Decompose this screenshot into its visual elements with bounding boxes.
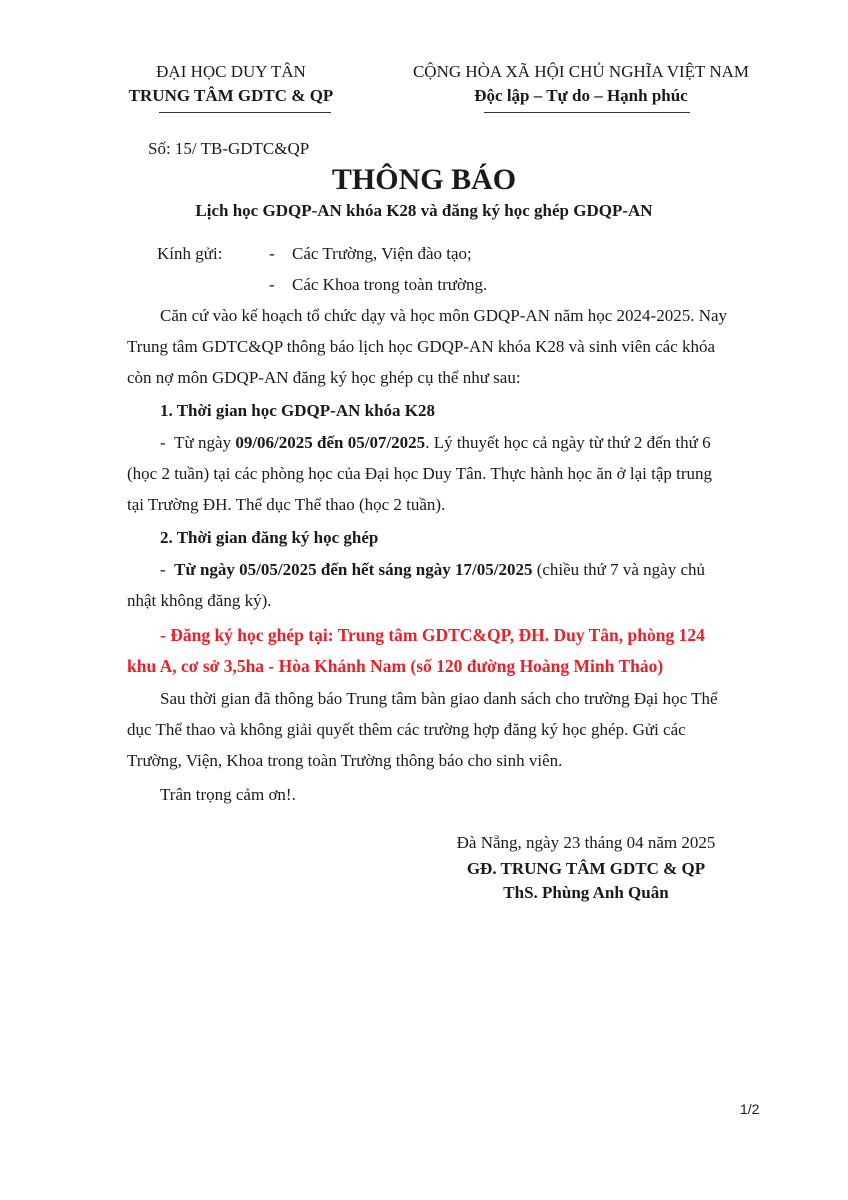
section1-line1-rest: . Lý thuyết học cả ngày từ thứ 2 đến thứ 6 — [425, 433, 711, 452]
org-underline — [159, 112, 331, 113]
intro-line: Căn cứ vào kế hoạch tổ chức dạy và học môn GDQP-AN năm học 2024-2025. Nay — [160, 306, 728, 325]
recipient-dash: - — [269, 275, 275, 294]
page-number: 1/2 — [740, 1101, 760, 1117]
bullet-dash: - — [160, 560, 166, 579]
section2-line1-rest: (chiều thứ 7 và ngày chủ — [532, 560, 706, 579]
place-date: Đà Nẵng, ngày 23 tháng 04 năm 2025 — [456, 833, 716, 852]
nation-title: CỘNG HÒA XÃ HỘI CHỦ NGHĨA VIỆT NAM — [412, 62, 750, 81]
section1-line: (học 2 tuần) tại các phòng học của Đại học Duy Tân. Thực hành học ăn ở lại tập trung — [127, 464, 712, 483]
document-title: THÔNG BÁO — [331, 163, 517, 196]
section1-heading: 1. Thời gian học GDQP-AN khóa K28 — [160, 401, 436, 420]
closing-line: dục Thể thao và không giải quyết thêm các trường hợp đăng ký học ghép. Gửi các — [127, 720, 686, 739]
section1-line — [160, 428, 711, 459]
closing-line: Trường, Viện, Khoa trong toàn Trường thông báo cho sinh viên. — [127, 751, 563, 770]
registration-dates: Từ ngày 05/05/2025 đến hết sáng ngày 17/05/2025 — [174, 560, 533, 579]
document-number: Số: 15/ TB-GDTC&QP — [148, 139, 310, 158]
nation-motto: Độc lập – Tự do – Hạnh phúc — [474, 86, 688, 105]
section2-line: nhật không đăng ký). — [127, 591, 272, 610]
section2-line — [160, 555, 705, 586]
date-prefix: Từ ngày — [174, 433, 236, 452]
section2-heading: 2. Thời gian đăng ký học ghép — [160, 528, 379, 547]
thanks-line: Trân trọng cảm ơn!. — [160, 785, 296, 804]
recipient-dash: - — [269, 244, 275, 263]
recipient-item: Các Khoa trong toàn trường. — [292, 275, 488, 294]
recipients-label: Kính gửi: — [157, 244, 223, 263]
org-name: ĐẠI HỌC DUY TÂN — [156, 62, 306, 81]
recipient-item: Các Trường, Viện đào tạo; — [292, 244, 472, 263]
bullet-dash: - — [160, 433, 166, 452]
study-dates: 09/06/2025 đến 05/07/2025 — [235, 433, 426, 452]
intro-line: còn nợ môn GDQP-AN đăng ký học ghép cụ thể như sau: — [127, 368, 521, 387]
motto-underline — [484, 112, 690, 113]
signer-position: GĐ. TRUNG TÂM GDTC & QP — [466, 859, 706, 878]
org-unit: TRUNG TÂM GDTC & QP — [128, 86, 334, 105]
registration-place: - Đăng ký học ghép tại: Trung tâm GDTC&QP, ĐH. Duy Tân, phòng 124 — [160, 625, 705, 645]
section1-line: tại Trường ĐH. Thể dục Thể thao (học 2 tuần). — [127, 495, 446, 514]
document-subtitle: Lịch học GDQP-AN khóa K28 và đăng ký học ghép GDQP-AN — [195, 201, 653, 220]
closing-line: Sau thời gian đã thông báo Trung tâm bàn giao danh sách cho trường Đại học Thể — [160, 689, 718, 708]
signer-name: ThS. Phùng Anh Quân — [503, 883, 669, 902]
intro-line: Trung tâm GDTC&QP thông báo lịch học GDQP-AN khóa K28 và sinh viên các khóa — [127, 337, 716, 356]
registration-place: khu A, cơ sở 3,5ha - Hòa Khánh Nam (số 120 đường Hoàng Minh Thảo) — [127, 656, 664, 676]
